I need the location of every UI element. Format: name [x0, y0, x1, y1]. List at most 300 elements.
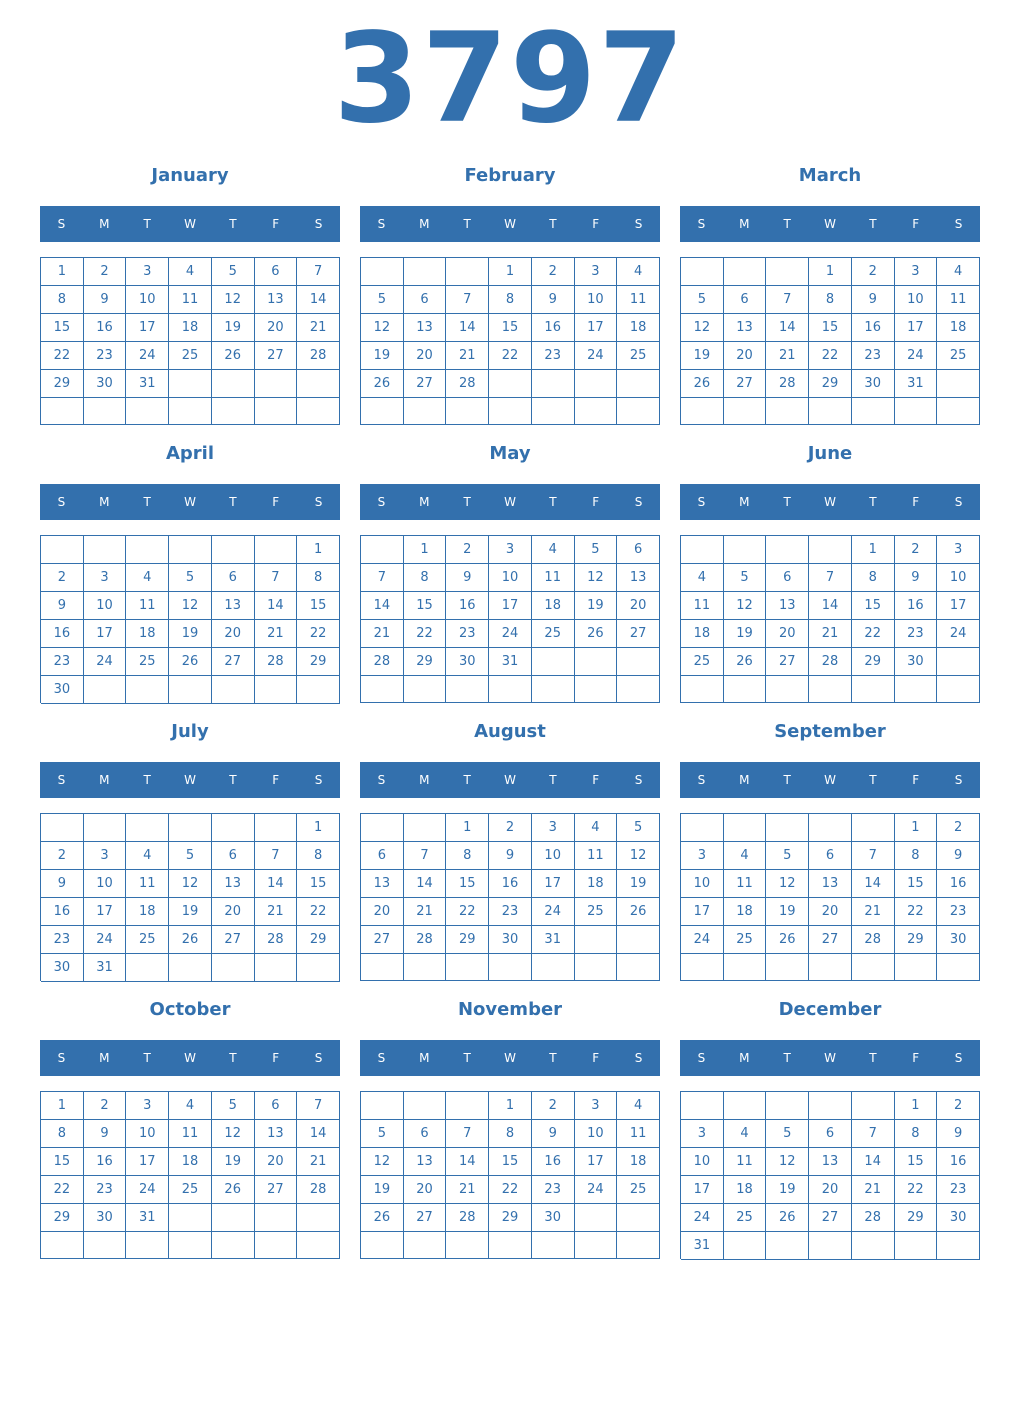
- day-cell: 8: [895, 1120, 938, 1148]
- day-cell: 6: [766, 564, 809, 592]
- weekday-label: W: [184, 773, 196, 787]
- day-cell: 9: [895, 564, 938, 592]
- day-cell: 18: [617, 314, 660, 342]
- empty-day-cell: [532, 676, 575, 703]
- day-cell: 28: [446, 1204, 489, 1232]
- weekday-label: W: [824, 773, 836, 787]
- day-cell: 21: [446, 342, 489, 370]
- day-cell: 27: [809, 1204, 852, 1232]
- day-cell: 25: [126, 926, 169, 954]
- weekday-label: S: [57, 495, 66, 509]
- day-cell: 25: [681, 648, 724, 676]
- weekday-label: T: [229, 773, 237, 787]
- weekday-label: S: [57, 773, 66, 787]
- day-cell: 11: [724, 870, 767, 898]
- empty-day-cell: [255, 370, 298, 398]
- day-cell: 11: [126, 870, 169, 898]
- day-cell: 23: [489, 898, 532, 926]
- weekday-header: [360, 1040, 660, 1076]
- day-cell: 30: [84, 370, 127, 398]
- day-cell: 18: [169, 1148, 212, 1176]
- weekday-label: T: [869, 773, 877, 787]
- day-cell: 11: [681, 592, 724, 620]
- empty-day-cell: [361, 1092, 404, 1120]
- empty-day-cell: [617, 676, 660, 703]
- day-cell: 8: [895, 842, 938, 870]
- empty-day-cell: [41, 398, 84, 425]
- day-cell: 30: [937, 926, 980, 954]
- day-cell: 1: [489, 1092, 532, 1120]
- empty-day-cell: [404, 398, 447, 425]
- day-cell: 14: [255, 870, 298, 898]
- day-cell: 29: [404, 648, 447, 676]
- month-title: February: [464, 165, 556, 186]
- day-cell: 2: [41, 842, 84, 870]
- empty-day-cell: [937, 676, 980, 703]
- day-cell: 13: [724, 314, 767, 342]
- day-cell: 24: [532, 898, 575, 926]
- day-cell: 29: [297, 926, 340, 954]
- day-cell: 21: [297, 314, 340, 342]
- weekday-label: S: [634, 1051, 643, 1065]
- day-cell: 31: [489, 648, 532, 676]
- day-cell: 11: [724, 1148, 767, 1176]
- weekday-label: T: [549, 773, 557, 787]
- day-cell: 24: [575, 1176, 618, 1204]
- day-cell: 23: [895, 620, 938, 648]
- day-cell: 22: [446, 898, 489, 926]
- day-cell: 2: [895, 536, 938, 564]
- weekday-label: T: [869, 495, 877, 509]
- weekday-label: M: [99, 495, 110, 509]
- empty-day-cell: [809, 814, 852, 842]
- day-cell: 28: [446, 370, 489, 398]
- day-cell: 9: [489, 842, 532, 870]
- empty-day-cell: [809, 676, 852, 703]
- day-cell: 24: [84, 926, 127, 954]
- empty-day-cell: [255, 398, 298, 425]
- weekday-label: T: [869, 1051, 877, 1065]
- weekday-label: W: [504, 217, 516, 231]
- weekday-header: [680, 1040, 980, 1076]
- empty-day-cell: [212, 1204, 255, 1232]
- day-cell: 8: [446, 842, 489, 870]
- weekday-label: M: [419, 773, 430, 787]
- empty-day-cell: [489, 398, 532, 425]
- weekday-label: W: [184, 1051, 196, 1065]
- empty-day-cell: [404, 1232, 447, 1259]
- day-cell: 17: [532, 870, 575, 898]
- weekday-label: T: [463, 773, 471, 787]
- day-cell: 23: [937, 898, 980, 926]
- day-cell: 24: [681, 1204, 724, 1232]
- day-grid: [680, 257, 980, 425]
- day-cell: 9: [84, 286, 127, 314]
- weekday-label: T: [783, 217, 791, 231]
- day-cell: 10: [532, 842, 575, 870]
- day-cell: 26: [361, 1204, 404, 1232]
- day-cell: 9: [937, 842, 980, 870]
- day-cell: 26: [681, 370, 724, 398]
- day-cell: 14: [446, 314, 489, 342]
- empty-day-cell: [681, 1092, 724, 1120]
- day-cell: 15: [41, 1148, 84, 1176]
- year-title: 3797: [333, 7, 687, 151]
- weekday-label: F: [912, 217, 920, 231]
- day-cell: 22: [404, 620, 447, 648]
- day-cell: 30: [895, 648, 938, 676]
- day-cell: 19: [681, 342, 724, 370]
- day-cell: 8: [404, 564, 447, 592]
- day-grid: [40, 1091, 340, 1259]
- day-cell: 29: [41, 1204, 84, 1232]
- day-cell: 1: [446, 814, 489, 842]
- day-cell: 19: [169, 898, 212, 926]
- weekday-label: F: [272, 773, 280, 787]
- day-cell: 12: [361, 314, 404, 342]
- day-cell: 7: [852, 1120, 895, 1148]
- empty-day-cell: [212, 676, 255, 704]
- weekday-label: S: [57, 217, 66, 231]
- empty-day-cell: [361, 814, 404, 842]
- month-title: March: [798, 165, 862, 186]
- day-cell: 19: [212, 1148, 255, 1176]
- day-cell: 4: [724, 1120, 767, 1148]
- day-cell: 12: [575, 564, 618, 592]
- day-cell: 26: [212, 1176, 255, 1204]
- day-cell: 12: [766, 870, 809, 898]
- day-cell: 16: [41, 620, 84, 648]
- empty-day-cell: [575, 954, 618, 981]
- day-cell: 19: [724, 620, 767, 648]
- day-cell: 2: [41, 564, 84, 592]
- day-cell: 8: [809, 286, 852, 314]
- empty-day-cell: [212, 398, 255, 425]
- day-cell: 3: [84, 842, 127, 870]
- month-title: April: [165, 443, 215, 464]
- day-cell: 20: [766, 620, 809, 648]
- month-title: August: [474, 721, 546, 742]
- weekday-label: M: [739, 1051, 750, 1065]
- day-cell: 29: [446, 926, 489, 954]
- empty-day-cell: [297, 954, 340, 982]
- day-cell: 15: [404, 592, 447, 620]
- day-cell: 25: [169, 342, 212, 370]
- day-cell: 30: [532, 1204, 575, 1232]
- day-cell: 20: [255, 314, 298, 342]
- weekday-label: S: [314, 773, 323, 787]
- empty-day-cell: [575, 926, 618, 954]
- month-title: July: [171, 721, 209, 742]
- day-cell: 18: [575, 870, 618, 898]
- weekday-label: T: [783, 1051, 791, 1065]
- empty-day-cell: [575, 676, 618, 703]
- day-cell: 20: [255, 1148, 298, 1176]
- weekday-header: [680, 206, 980, 242]
- day-cell: 6: [809, 842, 852, 870]
- day-cell: 27: [766, 648, 809, 676]
- day-cell: 24: [84, 648, 127, 676]
- empty-day-cell: [41, 1232, 84, 1259]
- day-cell: 15: [297, 592, 340, 620]
- day-cell: 25: [724, 1204, 767, 1232]
- day-cell: 23: [41, 648, 84, 676]
- day-cell: 11: [937, 286, 980, 314]
- empty-day-cell: [766, 954, 809, 981]
- day-cell: 25: [532, 620, 575, 648]
- empty-day-cell: [446, 954, 489, 981]
- empty-day-cell: [169, 1232, 212, 1259]
- day-cell: 19: [766, 898, 809, 926]
- empty-day-cell: [681, 258, 724, 286]
- day-cell: 23: [446, 620, 489, 648]
- empty-day-cell: [895, 676, 938, 703]
- day-cell: 9: [852, 286, 895, 314]
- empty-day-cell: [126, 954, 169, 982]
- day-cell: 7: [255, 564, 298, 592]
- weekday-label: S: [377, 217, 386, 231]
- day-cell: 22: [297, 898, 340, 926]
- empty-day-cell: [532, 648, 575, 676]
- day-cell: 10: [84, 870, 127, 898]
- empty-day-cell: [489, 370, 532, 398]
- empty-day-cell: [617, 1232, 660, 1259]
- empty-day-cell: [724, 814, 767, 842]
- day-cell: 23: [852, 342, 895, 370]
- empty-day-cell: [852, 954, 895, 981]
- day-cell: 27: [404, 370, 447, 398]
- day-cell: 31: [126, 370, 169, 398]
- day-cell: 23: [937, 1176, 980, 1204]
- empty-day-cell: [766, 398, 809, 425]
- day-cell: 23: [84, 342, 127, 370]
- weekday-label: S: [377, 495, 386, 509]
- weekday-header: [40, 1040, 340, 1076]
- empty-day-cell: [84, 536, 127, 564]
- day-cell: 4: [169, 258, 212, 286]
- day-cell: 22: [489, 1176, 532, 1204]
- day-cell: 16: [532, 1148, 575, 1176]
- empty-day-cell: [84, 676, 127, 704]
- day-cell: 17: [575, 1148, 618, 1176]
- day-cell: 18: [126, 898, 169, 926]
- empty-day-cell: [895, 398, 938, 425]
- day-cell: 14: [297, 286, 340, 314]
- empty-day-cell: [575, 370, 618, 398]
- empty-day-cell: [724, 676, 767, 703]
- empty-day-cell: [724, 1232, 767, 1260]
- empty-day-cell: [766, 536, 809, 564]
- day-cell: 10: [681, 1148, 724, 1176]
- empty-day-cell: [532, 954, 575, 981]
- day-cell: 19: [361, 1176, 404, 1204]
- day-cell: 28: [852, 1204, 895, 1232]
- day-cell: 2: [84, 258, 127, 286]
- empty-day-cell: [681, 398, 724, 425]
- month-title: May: [489, 443, 531, 464]
- day-cell: 24: [937, 620, 980, 648]
- day-grid: [360, 813, 660, 981]
- day-cell: 31: [126, 1204, 169, 1232]
- empty-day-cell: [169, 1204, 212, 1232]
- month-title: September: [774, 721, 886, 742]
- day-cell: 21: [809, 620, 852, 648]
- weekday-label: S: [314, 217, 323, 231]
- day-cell: 29: [489, 1204, 532, 1232]
- empty-day-cell: [84, 1232, 127, 1259]
- empty-day-cell: [212, 1232, 255, 1259]
- weekday-label: S: [697, 773, 706, 787]
- weekday-label: F: [592, 495, 600, 509]
- day-cell: 27: [724, 370, 767, 398]
- day-cell: 11: [617, 286, 660, 314]
- empty-day-cell: [766, 258, 809, 286]
- day-cell: 20: [404, 1176, 447, 1204]
- day-cell: 18: [169, 314, 212, 342]
- day-cell: 18: [724, 898, 767, 926]
- day-cell: 27: [255, 1176, 298, 1204]
- empty-day-cell: [852, 676, 895, 703]
- weekday-label: M: [99, 773, 110, 787]
- weekday-label: F: [272, 495, 280, 509]
- month-title: November: [457, 999, 563, 1020]
- day-grid: [40, 257, 340, 425]
- empty-day-cell: [809, 536, 852, 564]
- day-cell: 22: [489, 342, 532, 370]
- day-cell: 20: [617, 592, 660, 620]
- day-cell: 12: [169, 870, 212, 898]
- day-cell: 21: [255, 898, 298, 926]
- day-cell: 1: [297, 814, 340, 842]
- day-cell: 10: [681, 870, 724, 898]
- day-cell: 22: [297, 620, 340, 648]
- day-cell: 3: [575, 258, 618, 286]
- day-cell: 17: [575, 314, 618, 342]
- weekday-label: S: [697, 1051, 706, 1065]
- day-cell: 25: [937, 342, 980, 370]
- empty-day-cell: [361, 398, 404, 425]
- empty-day-cell: [212, 954, 255, 982]
- empty-day-cell: [404, 954, 447, 981]
- empty-day-cell: [169, 536, 212, 564]
- empty-day-cell: [724, 258, 767, 286]
- day-grid: [680, 535, 980, 703]
- day-cell: 6: [255, 258, 298, 286]
- day-cell: 1: [41, 1092, 84, 1120]
- day-cell: 17: [84, 620, 127, 648]
- weekday-label: T: [783, 773, 791, 787]
- weekday-label: S: [697, 217, 706, 231]
- day-cell: 24: [126, 342, 169, 370]
- empty-day-cell: [404, 814, 447, 842]
- day-cell: 14: [852, 870, 895, 898]
- weekday-label: S: [697, 495, 706, 509]
- day-cell: 24: [575, 342, 618, 370]
- day-cell: 5: [361, 286, 404, 314]
- day-cell: 30: [446, 648, 489, 676]
- weekday-header: [40, 762, 340, 798]
- day-cell: 16: [489, 870, 532, 898]
- day-cell: 10: [937, 564, 980, 592]
- weekday-label: F: [912, 1051, 920, 1065]
- weekday-label: W: [504, 495, 516, 509]
- day-cell: 1: [895, 1092, 938, 1120]
- day-cell: 12: [169, 592, 212, 620]
- day-cell: 5: [361, 1120, 404, 1148]
- day-cell: 17: [126, 1148, 169, 1176]
- day-cell: 29: [809, 370, 852, 398]
- day-cell: 9: [41, 870, 84, 898]
- day-cell: 27: [361, 926, 404, 954]
- day-cell: 17: [895, 314, 938, 342]
- day-cell: 14: [809, 592, 852, 620]
- weekday-label: W: [824, 217, 836, 231]
- day-cell: 26: [766, 1204, 809, 1232]
- day-cell: 30: [489, 926, 532, 954]
- day-cell: 10: [575, 286, 618, 314]
- day-cell: 5: [575, 536, 618, 564]
- day-cell: 4: [575, 814, 618, 842]
- weekday-header: [360, 762, 660, 798]
- weekday-label: S: [634, 217, 643, 231]
- day-cell: 12: [617, 842, 660, 870]
- day-cell: 19: [361, 342, 404, 370]
- month-title: December: [778, 999, 882, 1020]
- day-cell: 7: [446, 1120, 489, 1148]
- day-cell: 5: [681, 286, 724, 314]
- weekday-label: F: [272, 1051, 280, 1065]
- empty-day-cell: [937, 648, 980, 676]
- day-cell: 26: [212, 342, 255, 370]
- empty-day-cell: [126, 1232, 169, 1259]
- weekday-label: M: [99, 217, 110, 231]
- day-cell: 3: [895, 258, 938, 286]
- weekday-label: F: [912, 495, 920, 509]
- day-cell: 10: [84, 592, 127, 620]
- weekday-label: T: [549, 1051, 557, 1065]
- day-cell: 10: [489, 564, 532, 592]
- day-cell: 2: [532, 1092, 575, 1120]
- empty-day-cell: [255, 954, 298, 982]
- day-cell: 5: [169, 842, 212, 870]
- weekday-label: S: [314, 1051, 323, 1065]
- empty-day-cell: [766, 1232, 809, 1260]
- day-cell: 1: [404, 536, 447, 564]
- empty-day-cell: [446, 398, 489, 425]
- day-cell: 19: [212, 314, 255, 342]
- empty-day-cell: [681, 814, 724, 842]
- day-cell: 18: [617, 1148, 660, 1176]
- day-cell: 4: [681, 564, 724, 592]
- empty-day-cell: [297, 1204, 340, 1232]
- empty-day-cell: [126, 676, 169, 704]
- day-cell: 16: [446, 592, 489, 620]
- day-cell: 18: [681, 620, 724, 648]
- empty-day-cell: [361, 676, 404, 703]
- day-cell: 27: [212, 648, 255, 676]
- empty-day-cell: [255, 676, 298, 704]
- day-cell: 7: [766, 286, 809, 314]
- empty-day-cell: [446, 676, 489, 703]
- empty-day-cell: [681, 676, 724, 703]
- day-cell: 6: [724, 286, 767, 314]
- weekday-label: T: [549, 495, 557, 509]
- day-cell: 9: [937, 1120, 980, 1148]
- empty-day-cell: [937, 370, 980, 398]
- day-cell: 22: [41, 342, 84, 370]
- empty-day-cell: [446, 1092, 489, 1120]
- day-cell: 16: [937, 1148, 980, 1176]
